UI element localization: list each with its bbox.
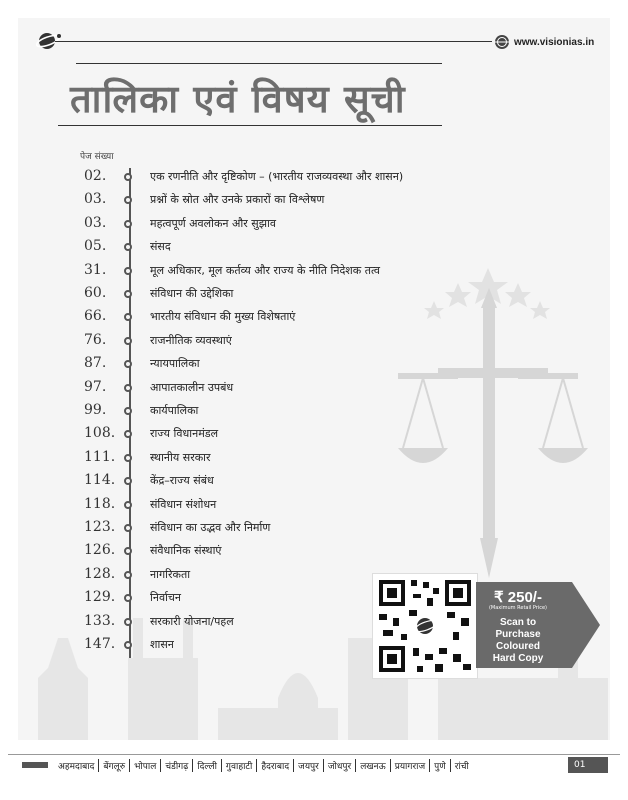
title-bottom-rule	[58, 125, 442, 126]
timeline-dot	[124, 454, 132, 462]
price-amount: ₹ 250/-	[494, 589, 542, 606]
timeline-dot	[124, 290, 132, 298]
qr-code[interactable]	[372, 573, 478, 679]
toc-page-number: 76.	[84, 331, 107, 348]
toc-topic: संसद	[150, 240, 171, 254]
toc-topic: सरकारी योजना/पहल	[150, 614, 234, 628]
toc-page-number: 66.	[84, 308, 107, 325]
timeline-dot	[124, 337, 132, 345]
footer	[22, 757, 608, 773]
purchase-cta	[478, 617, 558, 665]
footer-bar	[22, 762, 48, 768]
toc-page-number: 108.	[84, 425, 116, 442]
toc-page-number: 02.	[84, 168, 107, 184]
toc-topic: राज्य विधानमंडल	[150, 427, 219, 441]
toc-page-number: 05.	[84, 238, 107, 255]
toc-page-number: 128.	[84, 565, 116, 582]
toc-topic: भारतीय संविधान की मुख्य विशेषताएं	[150, 310, 296, 324]
footer-city: जोधपुर	[323, 759, 355, 772]
toc-topic: संविधान संशोधन	[150, 497, 217, 511]
toc-page-number: 147.	[84, 636, 116, 652]
site-url: www.visionias.in	[514, 36, 595, 48]
footer-city: बेंगलूरु	[98, 759, 129, 772]
toc-topic: मूल अधिकार, मूल कर्तव्य और राज्य के नीति निदेशक तत्व	[150, 263, 381, 277]
footer-city: चंडीगढ़	[160, 759, 192, 772]
page-number: 01	[568, 757, 608, 773]
site-link[interactable]	[494, 34, 594, 50]
price-note: (Maximum Retail Price)	[488, 605, 548, 611]
footer-city: हैदराबाद	[256, 759, 293, 772]
toc-topic: संवैधानिक संस्थाएं	[150, 544, 222, 558]
timeline-dot	[124, 173, 132, 181]
toc-page-number: 99.	[84, 402, 107, 418]
footer-city: दिल्ली	[192, 759, 221, 772]
toc-page-number: 114.	[84, 472, 116, 489]
toc-topic: केंद्र–राज्य संबंध	[150, 474, 214, 488]
toc-page-number: 129.	[84, 589, 116, 606]
toc-topic: प्रश्नों के स्रोत और उनके प्रकारों का विश्लेषण	[150, 193, 325, 207]
toc-topic: स्थानीय सरकार	[150, 450, 211, 464]
footer-city: भोपाल	[129, 759, 160, 772]
city-list	[54, 759, 473, 772]
toc-page-number: 133.	[84, 612, 116, 629]
toc-page-number: 126.	[84, 542, 116, 559]
toc-page-number: 118.	[84, 495, 116, 512]
toc-topic: निर्वाचन	[150, 591, 182, 605]
toc-topic: न्यायपालिका	[150, 357, 200, 371]
scales-of-justice	[398, 288, 588, 578]
timeline-dot	[124, 641, 132, 649]
globe-icon	[494, 34, 510, 50]
timeline-dot	[124, 571, 132, 579]
toc-page-number: 31.	[84, 261, 107, 278]
footer-city: रांची	[450, 759, 473, 772]
cta-line-3: Coloured	[496, 641, 540, 652]
header-rule	[55, 41, 492, 42]
timeline-dot	[124, 407, 132, 415]
toc-topic: संविधान का उद्भव और निर्माण	[150, 521, 271, 534]
cta-line-1: Scan to	[499, 617, 537, 628]
toc-topic: आपातकालीन उपबंध	[150, 380, 234, 394]
footer-city: गुवाहाटी	[221, 759, 256, 772]
cta-line-2: Purchase	[495, 629, 541, 640]
footer-city: पुणे	[429, 759, 450, 772]
timeline-dot	[124, 618, 132, 626]
toc-page-number: 123.	[84, 519, 116, 535]
toc-topic: नागरिकता	[150, 567, 191, 581]
toc-page-number: 97.	[84, 378, 107, 395]
toc-topic: संविधान की उद्देशिका	[150, 287, 234, 300]
toc-page-number: 111.	[84, 448, 116, 465]
title-top-rule	[76, 63, 442, 64]
toc-page-number: 60.	[84, 285, 107, 301]
toc-page-number: 87.	[84, 355, 107, 372]
page-title: तालिका एवं विषय सूची	[70, 77, 406, 121]
cta-line-4: Hard Copy	[492, 653, 544, 664]
toc-page-number: 03.	[84, 191, 107, 208]
footer-city: जयपुर	[293, 759, 323, 772]
footer-rule	[8, 754, 620, 755]
timeline-dot	[124, 524, 132, 532]
toc-topic: कार्यपालिका	[150, 404, 199, 417]
toc-topic: राजनीतिक व्यवस्थाएं	[150, 333, 232, 347]
footer-city: अहमदाबाद	[58, 761, 95, 772]
footer-city: प्रयागराज	[390, 759, 429, 772]
toc-topic: एक रणनीति और दृष्टिकोण – (भारतीय राजव्यवस्था और शासन)	[150, 170, 404, 183]
timeline-dot	[124, 384, 132, 392]
qr-pattern	[373, 574, 477, 678]
page-number-column-label: पेज संख्या	[80, 152, 114, 162]
timeline-dot	[124, 220, 132, 228]
toc-topic: शासन	[150, 638, 174, 651]
timeline-dot	[124, 501, 132, 509]
price-box[interactable]	[478, 588, 558, 665]
toc-page-number: 03.	[84, 214, 107, 231]
toc-topic: महत्वपूर्ण अवलोकन और सुझाव	[150, 216, 276, 230]
footer-city: लखनऊ	[355, 759, 390, 772]
timeline-dot	[124, 267, 132, 275]
